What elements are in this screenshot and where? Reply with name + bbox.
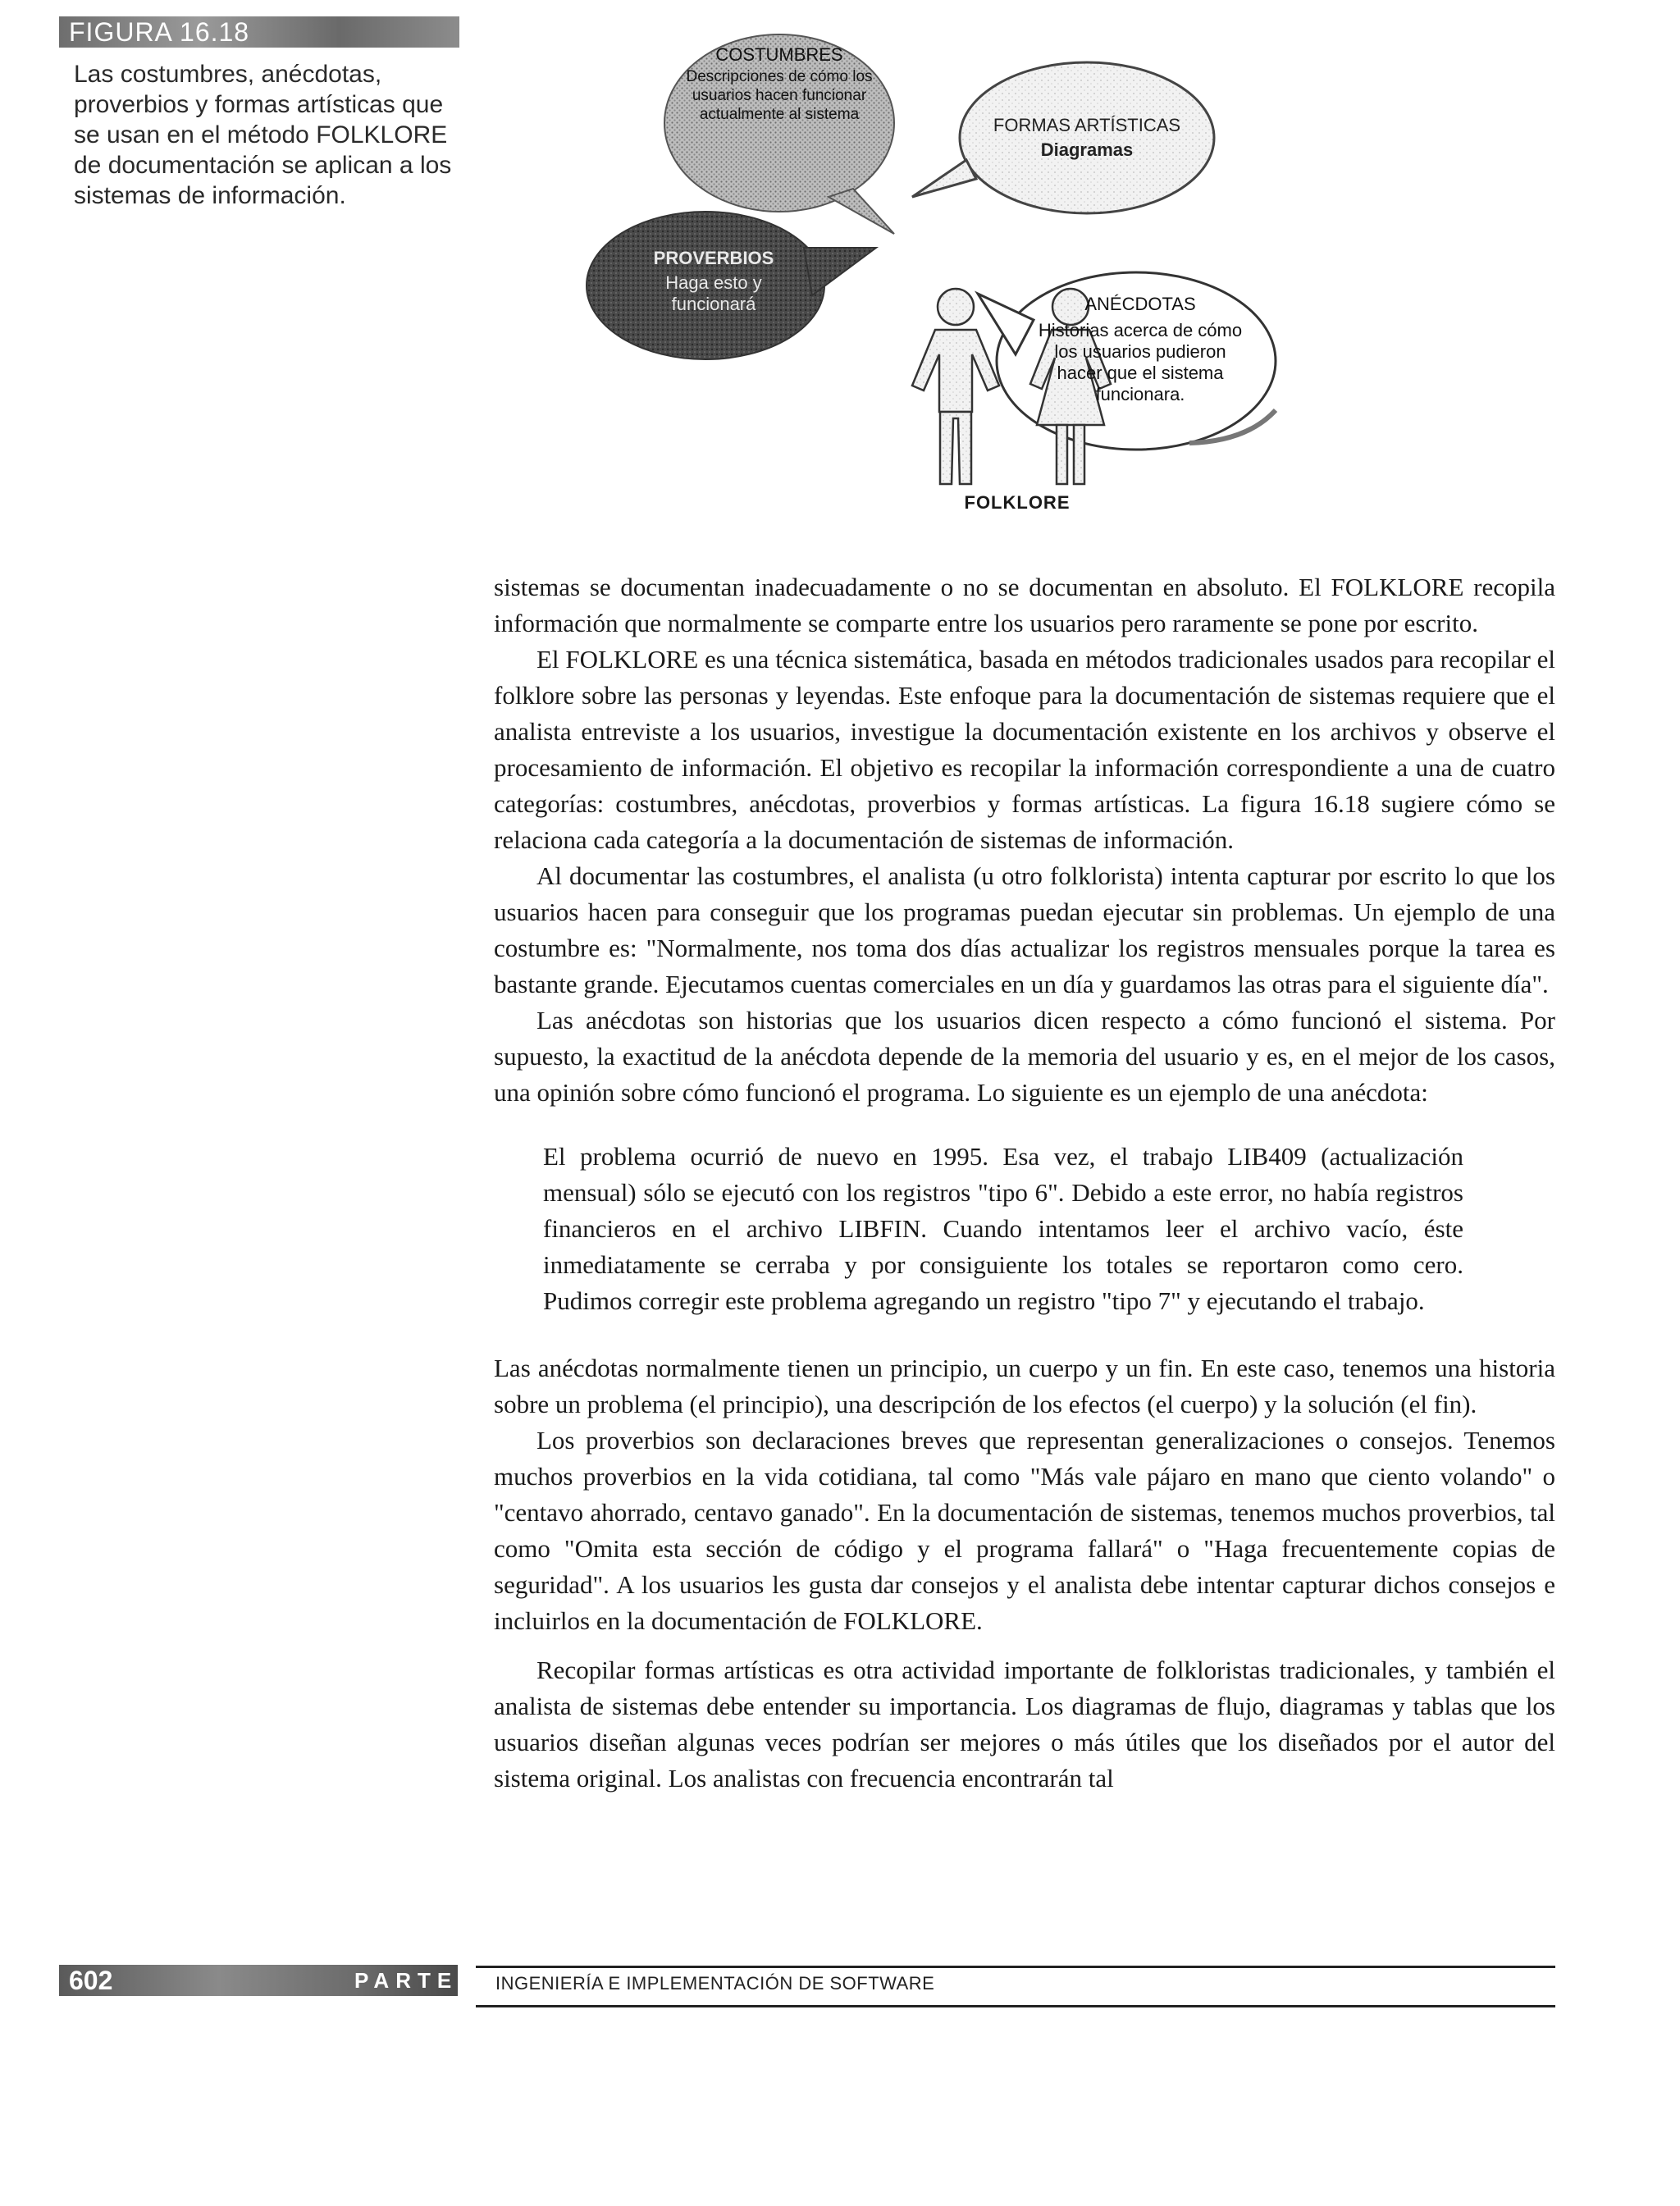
running-head: INGENIERÍA E IMPLEMENTACIÓN DE SOFTWARE [495,1973,935,1994]
paragraph-1: sistemas se documentan inadecuadamente o no se documentan en absoluto. El FOLKLORE recopila información que normalmente se comparte entre los usuarios pero raramente se pone por escrito. [494,573,1555,637]
anecdotas-bubble-text [1034,294,1247,405]
male-user-figure [912,289,999,484]
footer-rule-bottom [476,2005,1555,2007]
formas-title: FORMAS ARTÍSTICAS [993,115,1181,135]
folklore-figure [607,33,1427,525]
paragraph-5: Las anécdotas normalmente tienen un principio, un cuerpo y un fin. En este caso, tenemos una historia sobre un problema (el principio), una descripción de los efectos (el cuerpo) y la solución (el fin). [494,1354,1555,1418]
paragraph-2: El FOLKLORE es una técnica sistemática, basada en métodos tradicionales usados para recopilar el folklore sobre las personas y leyendas. Este enfoque para la documentación de sistemas requiere que el analista entreviste a los usuarios, investigue la documentación existente en los archivos y observe el procesamiento de información. El objetivo es recopilar la información correspondiente a una de cuatro categorías: costumbres, anécdotas, proverbios y formas artísticas. La figura 16.18 sugiere cómo se relaciona cada categoría a la documentación de sistemas de información. [494,645,1555,854]
footer-rule-top [476,1966,1555,1968]
paragraph-6: Los proverbios son declaraciones breves que representan generalizaciones o consejos. Tenemos muchos proverbios en la vida cotidiana, tal como "Más vale pájaro en mano que ciento volando" o "centavo ahorrado, centavo ganado". En la documentación de sistemas, tenemos muchos proverbios, tal como "Omita esta sección de código y el programa fallará" o "Haga frecuentemente copias de seguridad". A los usuarios les gusta dar consejos y el analista debe intentar capturar dichos consejos e incluirlos en la documentación de FOLKLORE. [494,1426,1555,1635]
figure-caption: Las costumbres, anécdotas, proverbios y formas artísticas que se usan en el método FOLKLORE de documentación se aplican a los sistemas de información. [74,61,452,209]
paragraph-3: Al documentar las costumbres, el analista (u otro folklorista) intenta capturar por escrito lo que los usuarios hacen para conseguir que los programas puedan ejecutar sin problemas. Un ejemplo de una costumbre es: "Normalmente, nos toma dos días actualizar los registros mensuales porque la tarea es bastante grande. Ejecutamos cuentas comerciales en un día y guardamos las otras para el siguiente día". [494,861,1555,998]
proverbios-bubble-text [623,248,804,315]
part-label: PARTE V [354,1968,459,2024]
body-text [494,569,1555,1797]
anecdote-quote: El problema ocurrió de nuevo en 1995. Esa vez, el trabajo LIB409 (actualización mensual) sólo se ejecutó con los registros "tipo 6". Debido a este error, no había registros financieros en el archivo LIBFIN. Cuando intentamos leer el archivo vacío, éste inmediatamente se cerraba y por consiguiente los totales se reportaron como cero. Pudimos corregir este problema agregando un registro "tipo 7" y ejecutando el trabajo. [543,1142,1463,1315]
anecdotas-description: Historias acerca de cómo los usuarios pudieron hacer que el sistema funcionara. [1038,320,1243,404]
costumbres-title: COSTUMBRES [715,44,843,65]
costumbres-description: Descripciones de cómo los usuarios hacen funcionar actualmente al sistema [686,68,873,123]
figure-title: FOLKLORE [964,492,1071,513]
page-number-bar [59,1965,459,2024]
formas-description: Diagramas [1040,139,1134,160]
formas-bubble-text [976,115,1198,161]
paragraph-7: Recopilar formas artísticas es otra actividad importante de folkloristas tradicionales, y también el analista de sistemas debe entender su importancia. Los diagramas de flujo, diagramas y tablas que los usuarios diseñan algunas veces podrían ser mejores o más útiles que los diseñados por el autor del sistema original. Los analistas con frecuencia encontrarán tal [494,1656,1555,1793]
proverbios-title: PROVERBIOS [653,248,774,268]
proverbios-description: Haga esto y funcionará [665,272,762,314]
paragraph-4: Las anécdotas son historias que los usuarios dicen respecto a cómo funcionó el sistema. Por supuesto, la exactitud de la anécdota depende de la memoria del usuario y es, en el mejor de los casos, una opinión sobre cómo funcionó el programa. Lo siguiente es un ejemplo de una anécdota: [494,1006,1555,1107]
figure-label: FIGURA 16.18 [59,16,459,48]
costumbres-bubble-text [681,44,878,124]
anecdotas-title: ANÉCDOTAS [1084,294,1196,314]
page-number: 602 [69,1966,113,1995]
